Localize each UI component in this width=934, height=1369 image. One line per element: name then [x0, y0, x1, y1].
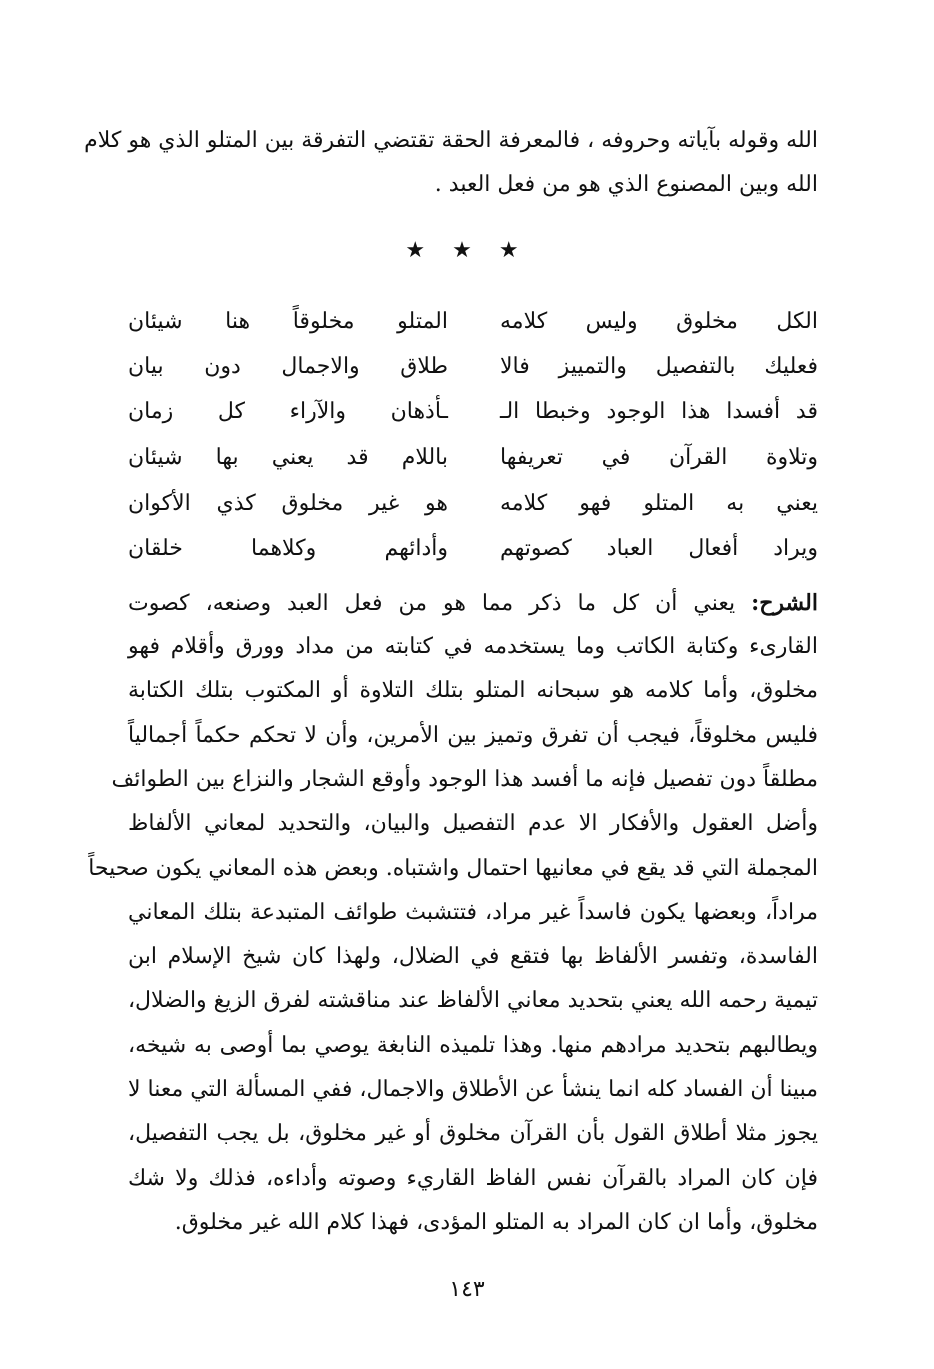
- text-line: المجملة التي قد يقع في معانيها احتمال واشتباه. وبعض هذه المعاني يكون صحيحاً: [88, 855, 818, 881]
- text-line: الله وبين المصنوع الذي هو من فعل العبد .: [434, 172, 818, 197]
- verse-right: فعليك بالتفصيل والتمييز فالا: [500, 354, 818, 379]
- text-line: وأضل العقول والأفكار الا عدم التفصيل والبيان، والتحديد لمعاني الألفاظ: [128, 811, 818, 837]
- verse-right: قد أفسدا هذا الوجود وخبطا الـ: [500, 399, 818, 424]
- text-line: فليس مخلوقاً، فيجب أن تفرق وتميز بين الأمرين، وأن لا تحكم حكماً أجمالياً: [128, 722, 818, 748]
- text-line: مطلقاً دون تفصيل فإنه ما أفسد هذا الوجود وأوقع الشجار والنزاع بين الطوائف: [111, 766, 818, 792]
- text-line: فإن كان المراد بالقرآن نفس الفاظ القاريء وصوته وأداءه، فذلك ولا شك: [128, 1165, 818, 1191]
- page-number: ١٤٣: [449, 1277, 485, 1302]
- text-line: مراداً، وبعضها يكون فاسداً غير مراد، فتتشبث طوائف المتبدعة بتلك المعاني: [128, 899, 818, 925]
- text-line: [128, 588, 818, 619]
- text-line: الله وقوله بآياته وحروفه ، فالمعرفة الحقة تقتضي التفرقة بين المتلو الذي هو كلام: [84, 128, 818, 153]
- text-line: القارىء وكتابة الكاتب وما يستخدمه في كتابته من مداد وورق وأقلام فهو: [128, 634, 818, 659]
- text-line: الفاسدة، وتفسر الألفاظ بها فتقع في الضلال، ولهذا كان شيخ الإسلام ابن: [128, 944, 818, 970]
- text-line: مخلوق، وأما كلامه هو سبحانه المتلو بتلك التلاوة أو المكتوب بتلك الكتابة: [128, 678, 818, 704]
- verse-left: ـأذهان والآراء كل زمان: [128, 399, 448, 424]
- verse-right: وتلاوة القرآن في تعريفها: [500, 445, 818, 470]
- verse-right: يعني به المتلو فهو كلامه: [500, 491, 818, 516]
- section-separator: ★ ★ ★: [405, 238, 529, 263]
- commentary-label: الشرح:: [751, 590, 818, 616]
- verse-right: الكل مخلوق وليس كلامه: [500, 309, 818, 334]
- verse-right: ويراد أفعال العباد كصوتهم: [500, 536, 818, 561]
- verse-left: وأدائهم وكلاهما خلقان: [128, 536, 448, 561]
- verse-left: طلاق والاجمال دون بيان: [128, 354, 448, 379]
- text-line: مبينا أن الفساد كله انما ينشأ عن الأطلاق والاجمال، ففي المسألة التي معنا لا: [127, 1077, 818, 1102]
- text-line: ويطالبهم بتحديد مرادهم منها. وهذا تلميذه النابغة يوصي بما أوصى به شيخه،: [128, 1032, 818, 1058]
- verse-left: هو غير مخلوق كذي الأكوان: [128, 491, 448, 516]
- text-line: يجوز مثلا أطلاق القول بأن القرآن مخلوق أو غير مخلوق، بل يجب التفصيل،: [128, 1121, 818, 1147]
- text-line: مخلوق، وأما ان كان المراد به المتلو المؤدى، فهذا كلام الله غير مخلوق.: [174, 1209, 818, 1235]
- text-line: تيمية رحمه الله يعني بتحديد معاني الألفاظ عند مناقشته لفرق الزيغ والضلال،: [127, 988, 818, 1014]
- verse-left: المتلو مخلوقاً هنا شيئان: [128, 309, 448, 334]
- verse-left: باللام قد يعني بها شيئان: [128, 445, 448, 470]
- commentary-text: يعني أن كل ما ذكر مما هو من فعل العبد وصنعه، كصوت: [128, 591, 736, 616]
